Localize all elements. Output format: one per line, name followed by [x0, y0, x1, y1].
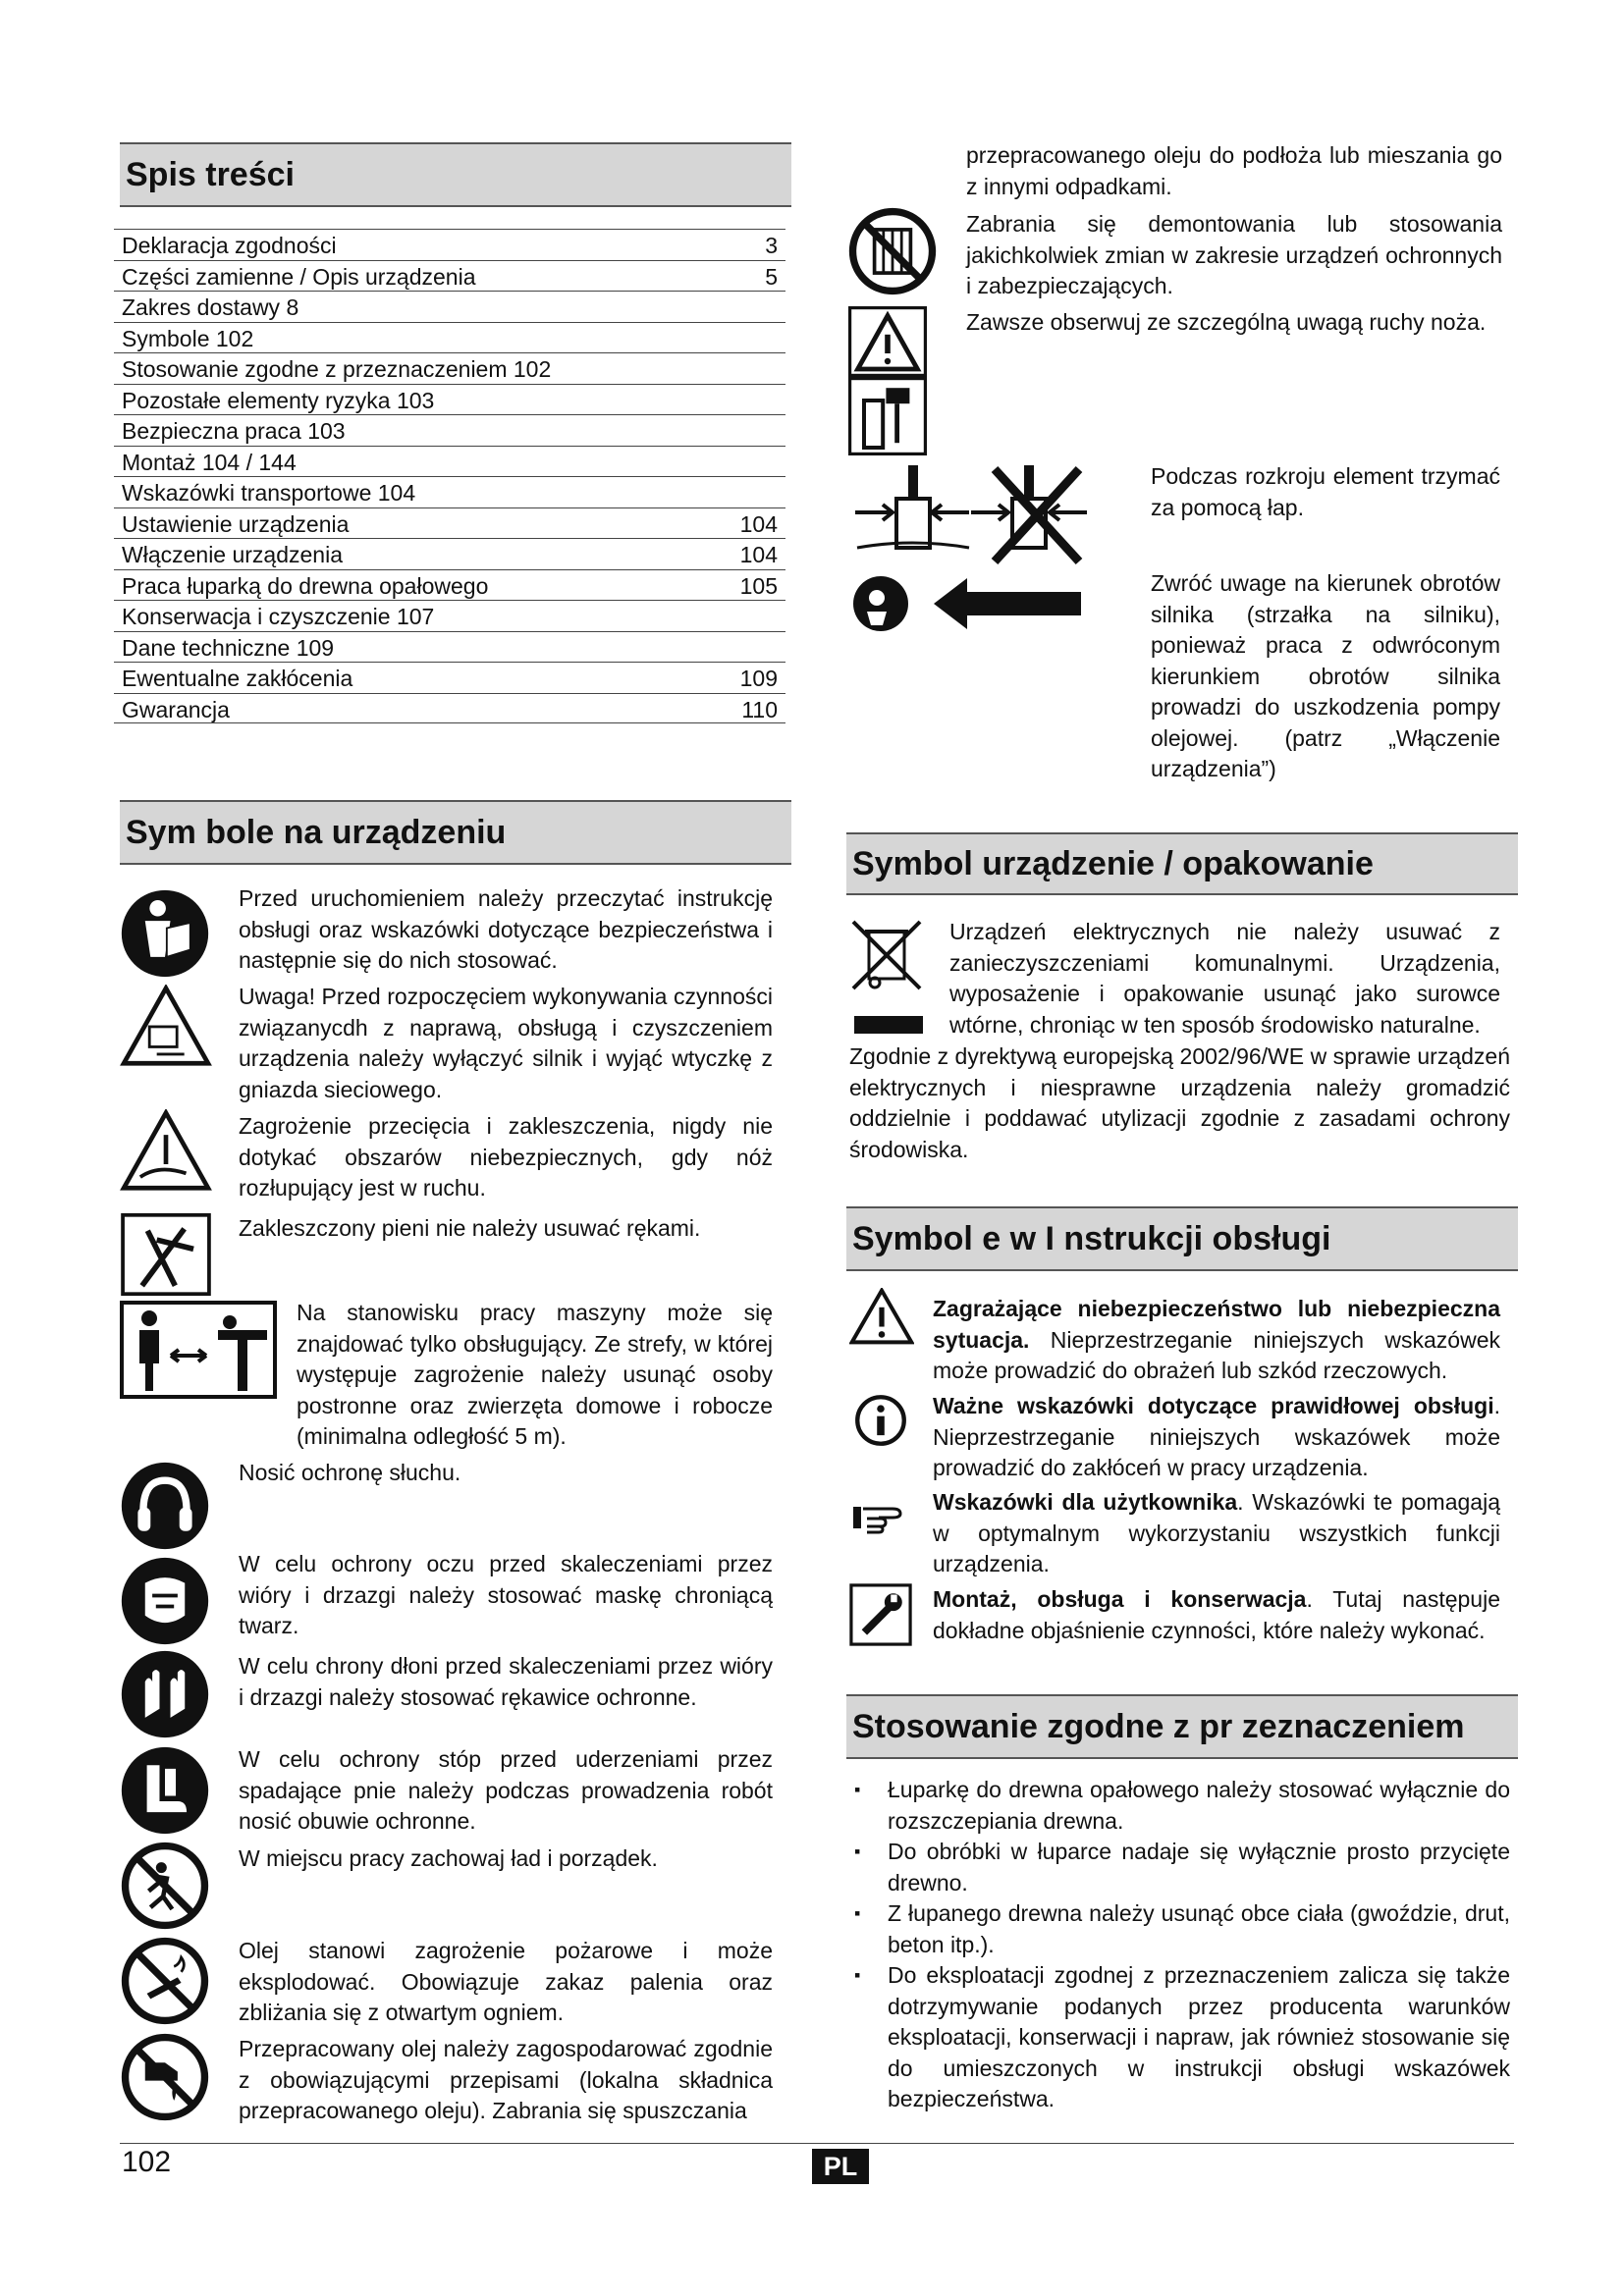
- toc-entry-label: Symbole 102: [122, 325, 254, 351]
- symbol-text-clutter: W miejscu pracy zachowaj ład i porządek.: [239, 1845, 658, 1871]
- manual-symbols-title: Symbol e w I nstrukcji obsługi: [846, 1206, 1518, 1271]
- no-clutter-icon: [120, 1841, 210, 1931]
- toc-row: [114, 414, 785, 446]
- safety-boots-icon: [120, 1745, 210, 1836]
- no-fire-icon: [120, 1936, 210, 2026]
- toc-entry-label: Zakres dostawy 8: [122, 294, 299, 320]
- packaging-title: Symbol urządzenie / opakowanie: [846, 832, 1518, 895]
- manual-symbol-user: [933, 1487, 1500, 1580]
- splitter-machine-icon: [847, 377, 928, 455]
- hold-claws-text: Podczas rozkroju element trzymać za pomocą łap.: [1151, 463, 1500, 520]
- toc-entry-page: 104: [739, 542, 778, 567]
- symbol-text-boots: W celu ochrony stóp przed uderzeniami przez spadające pnie należy podczas prowadzenia robót nosić obuwie ochronne.: [239, 1746, 773, 1834]
- toc-row: [114, 600, 785, 631]
- toc-entry-page: 104: [739, 510, 778, 537]
- no-oil-dumping-icon: [120, 2032, 210, 2122]
- warning-crush-hand-icon: [120, 1109, 212, 1192]
- list-item: ▪ Do eksploatacji zgodnej z przeznaczeniem zalicza się także dotrzymywanie podanych przez producenta warunków eksploatacji, konserwacji i napraw, jak również stosowanie się do umieszczonych w instrukcji obsługi wskazówek bezpieczeństwa.: [888, 1960, 1510, 2115]
- wheelie-bin-crossed-icon: [847, 916, 926, 1000]
- packaging-text-2: Zgodnie z dyrektywą europejską 2002/96/WE w sprawie urządzeń elektrycznych i niesprawne urządzenia należy gromadzić oddzielnie i poddawać utylizacji zgodnie z zasadami ochrony środowiska.: [849, 1043, 1510, 1162]
- toc-row: [114, 352, 785, 384]
- symbol-text-fire: Olej stanowi zagrożenie pożarowe i może eksplodować. Obowiązuje zakaz palenia oraz zbliżania się z otwartym ogniem.: [239, 1938, 773, 2025]
- wrench-icon: [849, 1583, 912, 1646]
- toc-row: [114, 693, 785, 724]
- manual-symbol-user-text: . Wskazówki te pomagają w optymalnym wykorzystaniu wszystkich funkcji urządzenia.: [933, 1489, 1500, 1576]
- toc-entry-page: 109: [739, 666, 778, 691]
- footer-rule: [120, 2143, 1514, 2144]
- manual-symbol-danger-text: Nieprzestrzeganie niniejszych wskazówek może prowadzić do obrażeń lub szkód rzeczowych.: [933, 1326, 1500, 1383]
- warning-blade-icon: [847, 306, 928, 377]
- table-of-contents: [114, 229, 785, 723]
- toc-row: [114, 446, 785, 477]
- language-badge: PL: [812, 2149, 869, 2184]
- toc-entry-page: 3: [765, 233, 778, 258]
- toc-entry-label: Praca łuparką do drewna opałowego: [122, 572, 489, 599]
- toc-entry-label: Części zamienne / Opis urządzenia: [122, 263, 476, 290]
- toc-row: [114, 662, 785, 693]
- list-item: ▪ Do obróbki w łuparce nadaje się wyłącznie prosto przycięte drewno.: [888, 1837, 1510, 1898]
- manual-symbol-info: [933, 1391, 1500, 1484]
- ear-protection-icon: [120, 1461, 210, 1551]
- toc-entry-page: 105: [739, 572, 778, 599]
- toc-row: [114, 631, 785, 663]
- toc-entry-label: Ustawienie urządzenia: [122, 510, 350, 537]
- toc-row: [114, 384, 785, 415]
- toc-entry-label: Deklaracja zgodności: [122, 233, 337, 258]
- toc-row: [114, 507, 785, 539]
- operator-distance-icon: [120, 1301, 277, 1399]
- symbol-text-operator: Na stanowisku pracy maszyny może się znajdować tylko obsługujący. Ze strefy, w której występuje zagrożenie należy usunąć osoby postronne oraz zwierzęta domowe i robocze (minimalna odległość 5 m).: [297, 1300, 773, 1449]
- toc-entry-label: Gwarancja: [122, 696, 230, 722]
- symbol-text-crush: Zagrożenie przecięcia i zakleszczenia, nigdy nie dotykać obszarów niebezpiecznych, gdy nóż rozłupujący jest w ruchu.: [239, 1113, 773, 1201]
- blade-watch-text: Zawsze obserwuj ze szczególną uwagą ruchy noża.: [966, 309, 1487, 335]
- symbol-text-read-manual: Przed uruchomieniem należy przeczytać instrukcję obsługi oraz wskazówki dotyczące bezpieczeństwa i następnie się do nich stosować.: [239, 885, 773, 973]
- continued-oil-text: przepracowanego oleju do podłoża lub mieszania go z innymi odpadkami.: [966, 142, 1502, 199]
- toc-entry-label: Dane techniczne 109: [122, 634, 335, 661]
- manual-symbol-info-text: . Nieprzestrzeganie niniejszych wskazówek może prowadzić do zakłóceń w pracy urządzenia.: [933, 1393, 1500, 1480]
- list-item: ▪ Łuparkę do drewna opałowego należy stosować wyłącznie do rozszczepiania drewna.: [888, 1775, 1510, 1837]
- toc-row: [114, 260, 785, 292]
- toc-row: [114, 569, 785, 601]
- toc-entry-label: Montaż 104 / 144: [122, 449, 297, 475]
- symbol-text-oil: Przepracowany olej należy zagospodarować zgodnie z obowiązującymi przepisami (lokalna składnica przepracowanego oleju). Zabrania się spuszczania: [239, 2036, 773, 2123]
- toc-entry-label: Włączenie urządzenia: [122, 542, 344, 567]
- manual-symbol-danger: [933, 1294, 1500, 1387]
- symbols-device-title: Sym bole na urządzeniu: [120, 800, 791, 865]
- intended-use-list: [850, 1775, 1510, 2115]
- symbol-text-face: W celu ochrony oczu przed skaleczeniami przez wióry i drzazgi należy stosować maskę chroniącą twarz.: [239, 1551, 773, 1638]
- weee-bar-icon: [854, 1016, 923, 1034]
- toc-entry-label: Wskazówki transportowe 104: [122, 480, 416, 506]
- toc-title: Spis treści: [120, 142, 791, 207]
- toc-row: [114, 229, 785, 260]
- manual-symbol-user-bold: Wskazówki dla użytkownika: [933, 1489, 1238, 1515]
- toc-entry-page: 5: [765, 263, 778, 290]
- manual-symbol-assembly-bold: Montaż, obsługa i konserwacja: [933, 1586, 1307, 1612]
- page-number: 102: [122, 2146, 172, 2178]
- toc-entry-label: Bezpieczna praca 103: [122, 418, 346, 444]
- toc-entry-label: Ewentualne zakłócenia: [122, 666, 353, 691]
- symbol-text-no-hand: Zakleszczony pieni nie należy usuwać rękami.: [239, 1215, 701, 1241]
- toc-row: [114, 476, 785, 507]
- manual-symbol-info-bold: Ważne wskazówki dotyczące prawidłowej obsługi: [933, 1393, 1494, 1418]
- toc-row: [114, 291, 785, 322]
- manual-symbol-assembly: [933, 1584, 1500, 1646]
- symbol-text-ear: Nosić ochronę słuchu.: [239, 1460, 461, 1485]
- read-manual-icon: [120, 888, 210, 979]
- toc-entry-label: Stosowanie zgodne z przeznaczeniem 102: [122, 356, 552, 382]
- no-hand-removal-icon: [120, 1212, 212, 1297]
- warning-unplug-icon: [120, 985, 212, 1067]
- no-tamper-icon: [847, 206, 938, 296]
- gloves-icon: [120, 1649, 210, 1739]
- symbol-text-unplug: Uwaga! Przed rozpoczęciem wykonywania czynności związanycdh z naprawą, obsługą i czyszczeniem urządzenia należy wyłączyć silnik i wyjąć wtyczkę z gniazda sieciowego.: [239, 984, 773, 1102]
- danger-triangle-icon: [849, 1288, 914, 1345]
- toc-entry-label: Konserwacja i czyszczenie 107: [122, 604, 435, 629]
- packaging-text-1: Urządzeń elektrycznych nie należy usuwać z zanieczyszczeniami komunalnymi. Urządzenia, wyposażenie i opakowanie usunąć jako surowce wtórne, chroniąc w ten sposób środowisko naturalne.: [949, 919, 1500, 1038]
- manual-symbol-assembly-text: . Tutaj następuje dokładne objaśnienie czynności, które należy wykonać.: [933, 1586, 1500, 1643]
- list-item: ▪ Z łupanego drewna należy usunąć obce ciała (gwoździe, drut, beton itp.).: [888, 1898, 1510, 1960]
- hold-claws-icon: [847, 459, 1093, 569]
- intended-use-title: Stosowanie zgodne z pr zeznaczeniem: [846, 1694, 1518, 1759]
- toc-row: [114, 322, 785, 353]
- rotation-text: Zwróć uwage na kierunek obrotów silnika (strzałka na silniku), ponieważ praca z odwróconym kierunkiem obrotów silnika prowadzi do uszkodzenia pompy olejowej. (patrz „Włączenie urządzenia”): [1151, 570, 1500, 781]
- pointing-hand-icon: [849, 1497, 908, 1536]
- no-tamper-text: Zabrania się demontowania lub stosowania jakichkolwiek zmian w zakresie urządzeń ochronnych i zabezpieczających.: [966, 211, 1502, 298]
- toc-entry-page: 110: [741, 696, 778, 722]
- toc-entry-label: Pozostałe elementy ryzyka 103: [122, 387, 435, 413]
- rotation-direction-icon: [849, 572, 1085, 635]
- toc-row: [114, 538, 785, 569]
- manual-symbol-danger-bold: Zagrażające niebezpieczeństwo lub niebezpieczna sytuacja.: [933, 1296, 1500, 1353]
- face-shield-icon: [120, 1556, 210, 1646]
- info-icon: [854, 1394, 907, 1447]
- symbol-text-gloves: W celu chrony dłoni przed skaleczeniami przez wióry i drzazgi należy stosować rękawice ochronne.: [239, 1653, 773, 1710]
